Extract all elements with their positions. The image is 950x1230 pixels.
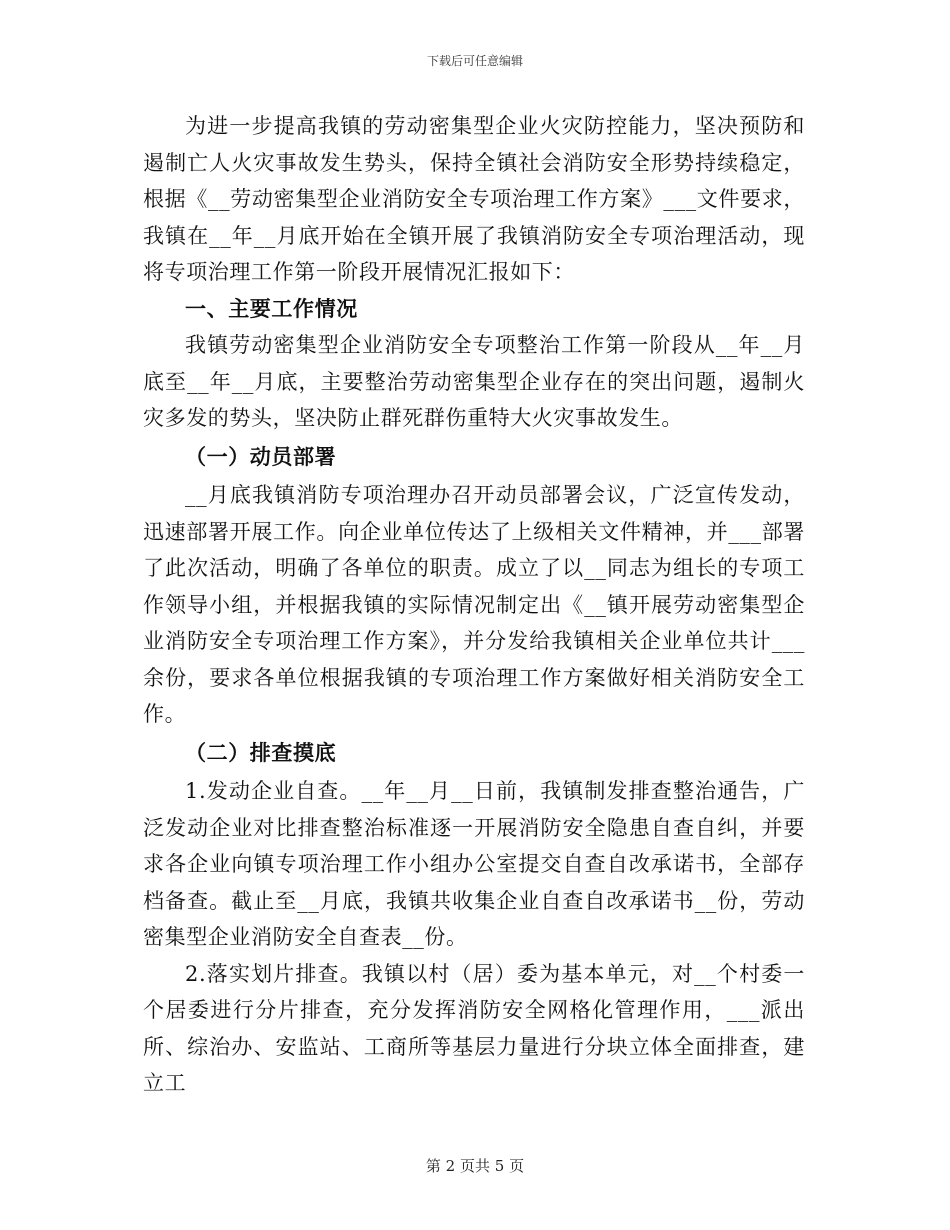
self-inspection-paragraph: 1.发动企业自查。__年__月__日前，我镇制发排查整治通告，广泛发动企业对比排查整治标准逐一开展消防安全隐患自查自纠，并要求各企业向镇专项治理工作小组办公室提交自查自改承诺书，全部存档备查。截止至__月底，我镇共收集企业自查自改承诺书__份，劳动密集型企业消防安全自查表__份。 — [143, 779, 805, 949]
mobilization-paragraph: __月底我镇消防专项治理办召开动员部署会议，广泛宣传发动，迅速部署开展工作。向企业单位传达了上级相关文件精神，并___部署了此次活动，明确了各单位的职责。成立了以__同志为组长的专项工作领导小组，并根据我镇的实际情况制定出《__镇开展劳动密集型企业消防安全专项治理工作方案》，并分发给我镇相关企业单位共计___余份，要求各单位根据我镇的专项治理工作方案做好相关消防安全工作。 — [143, 483, 805, 726]
intro-paragraph: 为进一步提高我镇的劳动密集型企业火灾防控能力，坚决预防和遏制亡人火灾事故发生势头，保持全镇社会消防安全形势持续稳定，根据《__劳动密集型企业消防安全专项治理工作方案》___文件要求，我镇在__年__月底开始在全镇开展了我镇消防安全专项治理活动，现将专项治理工作第一阶段开展情况汇报如下： — [143, 114, 805, 284]
page-number-footer: 第 2 页共 5 页 — [425, 1157, 525, 1175]
section-heading-main-work: 一、主要工作情况 — [185, 296, 358, 321]
subsection-heading-investigation: （二）排查摸底 — [185, 740, 337, 765]
main-work-paragraph: 我镇劳动密集型企业消防安全专项整治工作第一阶段从__年__月底至__年__月底，主要整治劳动密集型企业存在的突出问题，遏制火灾多发的势头，坚决防止群死群伤重特大火灾事故发生。 — [143, 333, 805, 430]
page-header: 下载后可任意编辑 — [426, 54, 523, 68]
subsection-heading-mobilization: （一）动员部署 — [185, 444, 337, 469]
zone-inspection-paragraph: 2.落实划片排查。我镇以村（居）委为基本单元，对__个村委一个居委进行分片排查，充分发挥消防安全网格化管理作用，___派出所、综治办、安监站、工商所等基层力量进行分块立体全面排查，建立工 — [143, 961, 805, 1095]
document-body — [143, 108, 805, 1102]
